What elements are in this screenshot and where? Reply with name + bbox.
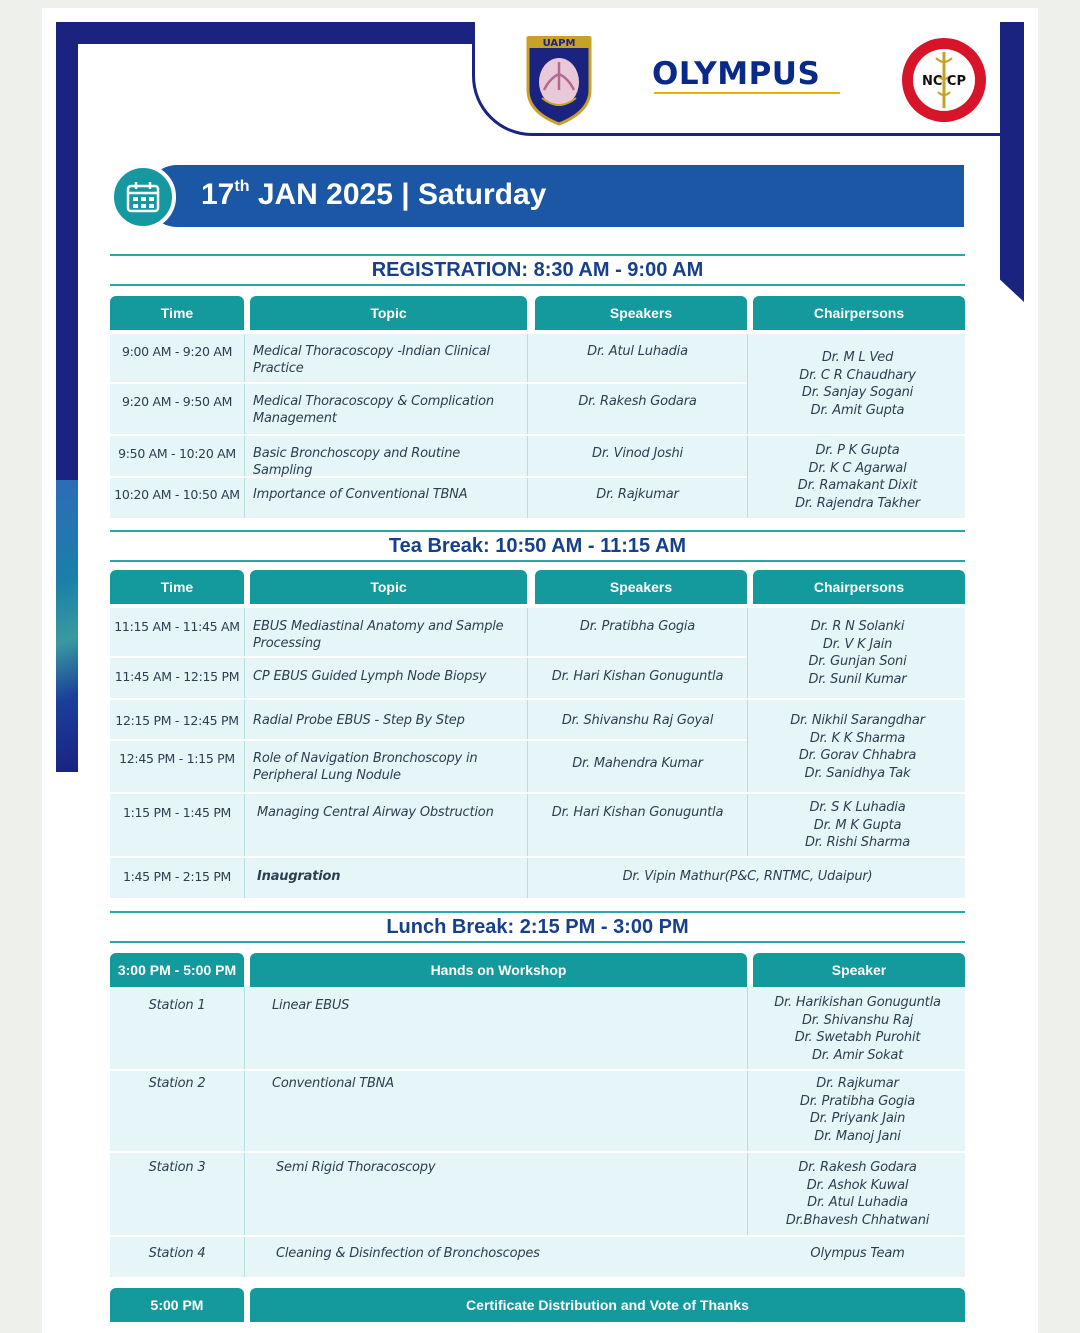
speaker: Dr. Manoj Jani: [814, 1128, 901, 1144]
table-row-speaker: Dr. Hari Kishan Gonuguntla: [551, 805, 724, 820]
row-divider: [110, 1235, 965, 1237]
header-time: Time: [110, 296, 244, 330]
header-workshop-speaker: Speaker: [753, 953, 965, 987]
table-row-speaker: Dr. Vipin Mathur(P&C, RNTMC, Udaipur): [622, 869, 873, 884]
table-row-speaker: Dr. Shivanshu Raj Goyal: [561, 713, 714, 728]
chairperson: Dr. V K Jain: [822, 636, 893, 652]
chairperson: Dr. Gorav Chhabra: [798, 748, 917, 763]
chairpersons-group: [750, 349, 965, 419]
station-speakers: [750, 1075, 965, 1145]
divider: [527, 608, 528, 898]
divider: [244, 334, 245, 518]
chairperson: Dr. M K Gupta: [813, 817, 902, 833]
decorative-bar-right: [1000, 22, 1024, 302]
speaker: Dr. Amir Sokat: [811, 1047, 904, 1063]
speaker: Dr. Priyank Jain: [809, 1111, 906, 1126]
header-topic: Topic: [250, 296, 527, 330]
row-divider: [110, 698, 965, 700]
station-speakers: [750, 994, 965, 1064]
table-row-time: 9:20 AM - 9:50 AM: [121, 394, 233, 409]
station-speakers: [750, 1159, 965, 1229]
chairpersons-group: [750, 799, 965, 852]
header-speakers: Speakers: [535, 296, 747, 330]
header-chairpersons: Chairpersons: [753, 296, 965, 330]
chairperson: Dr. P K Gupta: [815, 443, 900, 458]
uapm-logo-text: UAPM: [542, 38, 576, 49]
station-name: Station 4: [148, 1246, 206, 1261]
olympus-underline: [654, 92, 840, 94]
divider: [244, 987, 245, 1277]
row-divider: [110, 1151, 965, 1153]
speaker: Olympus Team: [810, 1246, 905, 1261]
chairperson: Dr. S K Luhadia: [809, 800, 906, 815]
chairpersons-group: [750, 618, 965, 688]
calendar-icon: [110, 164, 176, 230]
chairperson: Dr. K K Sharma: [809, 730, 906, 746]
decorative-bar-top: [56, 22, 476, 44]
station-topic: Cleaning & Disinfection of Bronchoscopes: [276, 1246, 540, 1261]
decorative-stripe: [56, 480, 78, 770]
table-row-time: 11:45 AM - 12:15 PM: [114, 669, 240, 684]
header-topic: Topic: [250, 570, 527, 604]
header-workshop-title: Hands on Workshop: [250, 953, 747, 987]
chairperson: Dr. Sanjay Sogani: [801, 385, 914, 400]
table-row-topic: Inaugration: [257, 869, 341, 884]
chairperson: Dr. Sunil Kumar: [808, 671, 907, 687]
table-row-time: 10:20 AM - 10:50 AM: [114, 487, 240, 502]
row-divider: [110, 382, 747, 384]
station-topic: Semi Rigid Thoracoscopy: [276, 1160, 436, 1175]
table-row-time: 1:15 PM - 1:45 PM: [122, 805, 232, 820]
row-divider: [110, 792, 965, 794]
row-divider: [110, 856, 965, 858]
row-divider: [110, 739, 747, 741]
table-row-speaker: Dr. Rajkumar: [596, 487, 679, 502]
table-row-time: 9:50 AM - 10:20 AM: [118, 446, 236, 461]
table-row-topic: Role of Navigation Bronchoscopy in Peripheral Lung Nodule: [253, 751, 478, 783]
table-row-topic: Radial Probe EBUS - Step By Step: [253, 713, 465, 728]
uapm-logo: [524, 32, 594, 126]
registration-title: REGISTRATION: 8:30 AM - 9:00 AM: [110, 254, 965, 286]
chairperson: Dr. K C Agarwal: [808, 460, 907, 476]
divider: [747, 334, 748, 518]
page-title: [201, 178, 546, 212]
header-chairpersons: Chairpersons: [753, 570, 965, 604]
chairperson: Dr. Ramakant Dixit: [797, 478, 918, 493]
chairperson: Dr. M L Ved: [821, 350, 894, 365]
chairpersons-group: [750, 712, 965, 782]
speaker: Dr. Rakesh Godara: [798, 1160, 917, 1175]
table-row-speaker: Dr. Vinod Joshi: [592, 446, 683, 461]
speaker: Dr. Shivanshu Raj: [801, 1012, 914, 1028]
speaker: Dr. Atul Luhadia: [807, 1195, 908, 1210]
header-time: Time: [110, 570, 244, 604]
chairperson: Dr. Sanidhya Tak: [804, 765, 911, 781]
header-speakers: Speakers: [535, 570, 747, 604]
table-row-speaker: Dr. Rakesh Godara: [578, 394, 697, 409]
chairperson: Dr. Gunjan Soni: [808, 654, 907, 669]
station-topic: Linear EBUS: [272, 998, 350, 1013]
header-workshop-time: 3:00 PM - 5:00 PM: [110, 953, 244, 987]
speaker: Dr. Swetabh Purohit: [794, 1030, 921, 1045]
table-row-time: 9:00 AM - 9:20 AM: [121, 344, 233, 359]
chairperson: Dr. Amit Gupta: [810, 402, 905, 418]
station-speakers: [750, 1245, 965, 1262]
speaker: Dr.Bhavesh Chhatwani: [785, 1212, 930, 1228]
chairperson: Dr. Rajendra Takher: [795, 495, 920, 511]
date-day: 17: [201, 178, 235, 211]
speaker: Dr. Rajkumar: [816, 1076, 899, 1091]
olympus-logo: OLYMPUS: [652, 56, 821, 92]
table-row-topic: Importance of Conventional TBNA: [253, 487, 468, 502]
chairperson: Dr. R N Solanki: [810, 619, 905, 634]
table-row-topic: Medical Thoracoscopy & Complication Management: [253, 394, 494, 426]
table-row-speaker: Dr. Atul Luhadia: [587, 344, 688, 359]
table-row-topic: Medical Thoracoscopy -Indian Clinical Practice: [253, 344, 490, 376]
row-divider: [110, 1069, 965, 1071]
divider: [747, 608, 748, 856]
footer-time: 5:00 PM: [110, 1288, 244, 1322]
chairperson: Dr. Nikhil Sarangdhar: [790, 713, 925, 728]
chairpersons-group: [750, 442, 965, 512]
table-row-topic: CP EBUS Guided Lymph Node Biopsy: [253, 669, 487, 684]
table-row-topic: Managing Central Airway Obstruction: [257, 805, 494, 820]
station-name: Station 3: [148, 1160, 206, 1175]
nccp-logo: [900, 36, 988, 124]
table-row-topic: EBUS Mediastinal Anatomy and Sample Processing: [253, 619, 504, 651]
divider: [244, 608, 245, 898]
table-row-speaker: Dr. Pratibha Gogia: [579, 619, 696, 634]
chairperson: Dr. Rishi Sharma: [804, 835, 911, 850]
station-name: Station 2: [148, 1076, 206, 1091]
station-topic: Conventional TBNA: [272, 1076, 394, 1091]
row-divider: [110, 434, 965, 436]
divider: [747, 987, 748, 1235]
divider: [527, 334, 528, 518]
station-name: Station 1: [148, 998, 206, 1013]
speaker: Dr. Harikishan Gonuguntla: [774, 995, 941, 1010]
table-row-topic: Basic Bronchoscopy and Routine Sampling: [253, 446, 461, 478]
lunch-break-title: Lunch Break: 2:15 PM - 3:00 PM: [110, 911, 965, 943]
tea-break-title: Tea Break: 10:50 AM - 11:15 AM: [110, 530, 965, 562]
nccp-logo-text: NC CP: [921, 74, 967, 89]
table-row-time: 11:15 AM - 11:45 AM: [114, 619, 240, 634]
table-row-time: 12:15 PM - 12:45 PM: [115, 713, 239, 728]
speaker: Dr. Ashok Kuwal: [806, 1177, 909, 1193]
table-row-time: 1:45 PM - 2:15 PM: [122, 869, 232, 884]
table-row-speaker: Dr. Hari Kishan Gonuguntla: [551, 669, 724, 684]
footer-title: Certificate Distribution and Vote of Thanks: [250, 1288, 965, 1322]
chairperson: Dr. C R Chaudhary: [799, 367, 916, 383]
table-row-time: 12:45 PM - 1:15 PM: [119, 751, 235, 766]
row-divider: [110, 656, 747, 658]
table-row-speaker: Dr. Mahendra Kumar: [572, 756, 703, 771]
date-rest: JAN 2025 | Saturday: [249, 178, 547, 211]
date-suffix: th: [234, 178, 250, 195]
speaker: Dr. Pratibha Gogia: [799, 1093, 916, 1109]
